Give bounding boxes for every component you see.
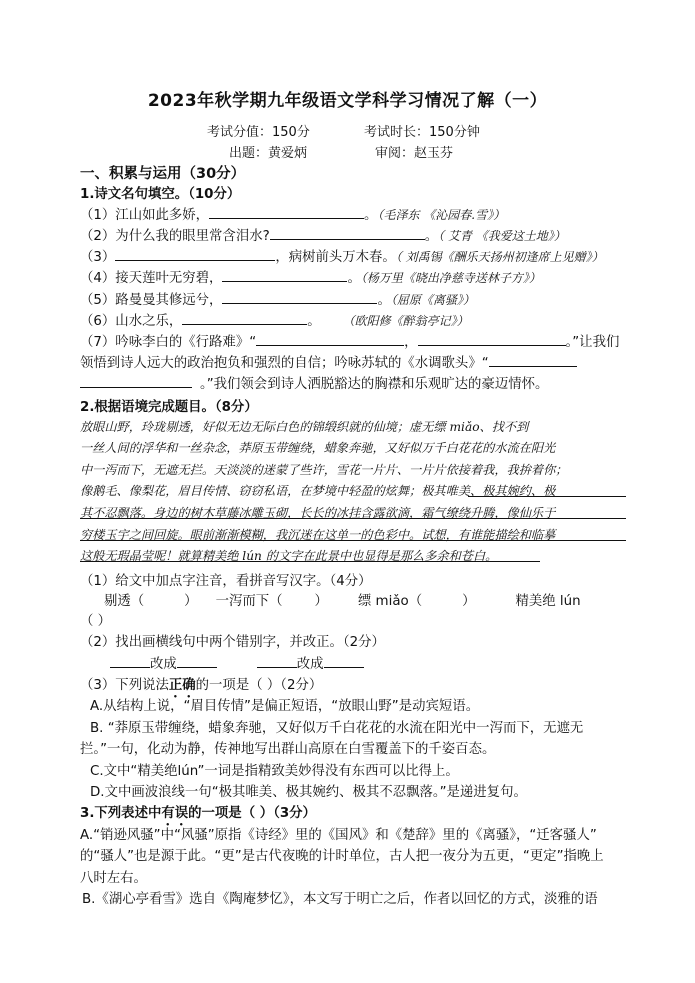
correction-row [110, 653, 364, 672]
answer-blank[interactable] [489, 354, 577, 367]
source-note: （杨万里《晓出净慈寺送林子方》） [360, 271, 541, 285]
passage-line: 像鹅毛、像梨花，眉目传情、窃窃私语，在梦境中轻盈的炫舞；极其唯美、极其婉约、极 [80, 484, 556, 498]
item-text: ，病树前头万木春。 [275, 250, 396, 265]
source-note: （欧阳修《醉翁亭记》） [342, 314, 469, 328]
item-text: （3） [80, 250, 116, 265]
question-2-stem [80, 396, 258, 415]
answer-blank[interactable] [80, 375, 192, 388]
answer-blank[interactable] [257, 655, 297, 668]
reviewer-info: 审阅：赵玉芬 [375, 146, 454, 161]
sub-question-1: （1）给文中加点字注音，看拼音写汉字。（4分） [80, 574, 372, 589]
pinyin-item: 精美绝 lún [515, 594, 581, 609]
score-info: 考试分值：150分 [207, 125, 310, 140]
option-b: B. “莽原玉带缠绕，蜡象奔驰，又好似万千白花花的水流在阳光中一泻而下，无遮无 [90, 721, 584, 736]
fill-item-2 [80, 225, 566, 244]
option-c: C.文中“精美绝lún”一词是指精致美妙得没有东西可以比得上。 [90, 764, 459, 779]
answer-blank[interactable] [110, 655, 150, 668]
item-text: 。”让我们 [565, 335, 620, 350]
item-text: （1）江山如此多娇， [80, 208, 210, 223]
source-note: （屈原《离骚》） [390, 293, 475, 307]
fill-item-7-cont2 [80, 373, 548, 392]
fill-item-7-cont [80, 352, 577, 371]
source-note: （毛泽东 《沁园春.雪》） [377, 208, 506, 222]
answer-blank[interactable] [182, 312, 307, 325]
fill-item-6 [80, 310, 469, 329]
question-stem-text: 3.下列表述中 [80, 806, 162, 821]
underline-mark [468, 496, 626, 497]
option-a: A.“销逊风骚”中“风骚”原指《诗经》里的《国风》和《楚辞》里的《离骚》，“迁客骚人” [80, 828, 597, 843]
emphasis-text: 正确 [168, 678, 196, 693]
answer-blank[interactable] [209, 206, 364, 219]
emphasis-text: 有误 [161, 806, 189, 821]
pinyin-item: 一泻而下（ [215, 594, 283, 609]
fill-item-4 [80, 267, 541, 286]
fill-item-1 [80, 204, 505, 223]
question-stem-text: 2.根据语境完成题目。（8分） [80, 400, 258, 415]
pinyin-row [104, 590, 581, 609]
answer-blank[interactable] [418, 333, 566, 346]
item-text: （2）为什么我的眼里常含泪水? [80, 229, 270, 244]
answer-blank[interactable] [115, 248, 275, 261]
passage-line: 这般无瑕晶莹呢！就算精美绝 lún 的文字在此景中也显得是那么多余和苍白。 [80, 549, 498, 563]
passage-line: 穷楼玉宇之间回旋。眼前渐渐模糊，我沉迷在这单一的色彩中。试想，有谁能描绘和临摹 [80, 528, 556, 542]
item-text: 。 [424, 229, 439, 244]
pinyin-item: ） [184, 594, 198, 609]
item-text: 。 [377, 293, 391, 308]
correction-label: 改成 [150, 657, 177, 672]
section-heading: 一、积累与运用（30分） [80, 166, 246, 182]
question-stem-text: 的一项是（ ）（3分） [188, 806, 316, 821]
answer-blank[interactable] [270, 227, 425, 240]
item-text: （5）路曼曼其修远兮， [80, 293, 223, 308]
item-text: ， [404, 335, 418, 350]
source-note: （ 艾青 《我爱这土地》） [438, 229, 566, 243]
item-text: （6）山水之乐， [80, 314, 183, 329]
page-title: 2023年秋学期九年级语文学科学习情况了解（一） [147, 91, 548, 111]
pinyin-item: 剔透（ [104, 594, 145, 609]
source-note: （ 刘禹锡《酬乐天扬州初逢席上见赠》） [395, 250, 604, 264]
underline-mark [80, 561, 540, 562]
answer-blank[interactable] [324, 655, 364, 668]
passage-line: 中一泻而下，无遮无拦。天淡淡的迷蒙了些许，雪花一片片、一片片依接着我，我拚着你； [80, 463, 568, 477]
question-stem [80, 183, 240, 202]
item-text: 的一项是（ ）（2分） [195, 678, 323, 693]
pinyin-item: ） [314, 594, 328, 609]
option-b-cont: 拦。”一句，化动为静，传神地写出群山高原在白雪覆盖下的千姿百态。 [80, 742, 496, 757]
item-text: （3）下列说法 [80, 678, 169, 693]
passage-line: 其不忍飘落。身边的树木草藤冰雕玉砌，长长的冰挂含露欲滴，霜气缭绕升腾，像仙乐于 [80, 506, 556, 520]
item-text: （7）吟咏李白的《行路难》“ [80, 335, 257, 350]
underline-mark [80, 518, 626, 519]
item-text: 。 [347, 271, 361, 286]
option-a-cont: 的“骚人”也是源于此。“更”是古代夜晚的计时单位，古人把一夜分为五更，“更定”指晚上 [80, 849, 604, 864]
underline-mark [80, 540, 626, 541]
fill-item-3 [80, 246, 604, 265]
item-text: 。 [364, 208, 378, 223]
correction-label: 改成 [296, 657, 324, 672]
passage-line: 放眼山野，玲珑剔透，好似无边无际白色的锦缎织就的仙境；虚无缥 miǎo、找不到 [80, 420, 529, 434]
item-text: 领悟到诗人远大的政治抱负和强烈的自信；吟咏苏轼的《水调歌头》“ [80, 356, 489, 371]
pinyin-row-end: （ ） [80, 614, 112, 629]
answer-blank[interactable] [256, 333, 404, 346]
option-b: B.《湖心亭看雪》选自《陶庵梦忆》，本文写于明亡之后，作者以回忆的方式，淡雅的语 [82, 892, 598, 907]
item-text: （4）接天莲叶无穷碧， [80, 271, 223, 286]
question-1-stem: 1.诗文名句填空。（10分） [80, 187, 241, 202]
option-a: A.从结构上说，“眉目传情”是偏正短语，“放眼山野”是动宾短语。 [90, 699, 480, 714]
pinyin-item: ） [462, 594, 476, 609]
item-text: 。”我们领会到诗人洒脱豁达的胸襟和乐观旷达的豪迈情怀。 [200, 377, 549, 392]
answer-blank[interactable] [177, 655, 217, 668]
passage-line: 一丝人间的浮华和一丝杂念，莽原玉带缠绕，蜡象奔驰，又好似万千白花花的水流在阳光 [80, 441, 556, 455]
author-info: 出题：黄爱炳 [229, 146, 308, 161]
option-a-cont: 八时左右。 [80, 871, 147, 886]
sub-question-2: （2）找出画横线句中两个错别字，并改正。（2分） [80, 635, 385, 650]
option-d: D.文中画波浪线一句“极其唯美、极其婉约、极其不忍飘落。”是递进复句。 [90, 785, 527, 800]
answer-blank[interactable] [222, 269, 347, 282]
fill-item-5 [80, 289, 475, 308]
fill-item-7 [80, 331, 619, 350]
answer-blank[interactable] [222, 291, 377, 304]
item-text: 。 [307, 314, 321, 329]
time-info: 考试时长：150分钟 [364, 125, 480, 140]
pinyin-item: 缥 miǎo（ [357, 594, 423, 609]
